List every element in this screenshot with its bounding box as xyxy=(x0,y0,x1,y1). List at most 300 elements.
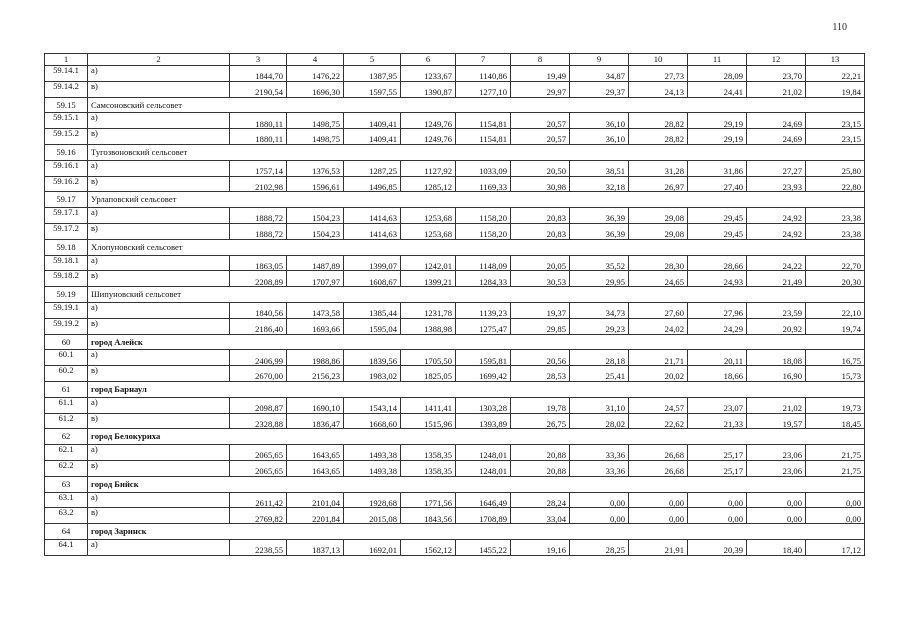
value-cell-col-4: 1643,65 xyxy=(287,445,344,461)
value-cell-col-13: 23,38 xyxy=(806,223,865,239)
value-cell-col-10: 24,57 xyxy=(629,397,688,413)
value-cell-col-6: 1358,35 xyxy=(401,460,456,476)
table-row xyxy=(45,255,865,271)
section-row xyxy=(45,524,865,540)
value-cell-col-5: 1414,63 xyxy=(344,223,401,239)
column-number-10: 10 xyxy=(629,54,688,66)
value-cell-col-5: 1493,38 xyxy=(344,445,401,461)
table-row xyxy=(45,208,865,224)
value-cell-col-11: 28,66 xyxy=(688,255,747,271)
value-cell-col-8: 19,78 xyxy=(511,397,570,413)
value-cell-col-7: 1154,81 xyxy=(456,113,511,129)
value-cell-col-7: 1277,10 xyxy=(456,81,511,97)
value-cell-col-11: 25,17 xyxy=(688,445,747,461)
value-cell-col-12: 16,90 xyxy=(747,366,806,382)
value-cell-col-4: 2101,04 xyxy=(287,492,344,508)
table-row xyxy=(45,176,865,192)
row-label: в) xyxy=(88,413,230,429)
value-cell-col-4: 1487,89 xyxy=(287,255,344,271)
value-cell-col-13: 21,75 xyxy=(806,460,865,476)
value-cell-col-7: 1158,20 xyxy=(456,208,511,224)
value-cell-col-4: 1596,61 xyxy=(287,176,344,192)
value-cell-col-8: 20,83 xyxy=(511,223,570,239)
value-cell-col-6: 1358,35 xyxy=(401,445,456,461)
row-code: 59.15.1 xyxy=(45,113,88,129)
value-cell-col-13: 0,00 xyxy=(806,508,865,524)
row-label: в) xyxy=(88,460,230,476)
row-label: а) xyxy=(88,113,230,129)
value-cell-col-4: 1643,65 xyxy=(287,460,344,476)
value-cell-col-6: 1388,98 xyxy=(401,318,456,334)
section-row xyxy=(45,429,865,445)
value-cell-col-4: 1476,22 xyxy=(287,66,344,82)
value-cell-col-5: 1608,67 xyxy=(344,271,401,287)
value-cell-col-4: 1498,75 xyxy=(287,113,344,129)
value-cell-col-9: 36,39 xyxy=(570,223,629,239)
value-cell-col-12: 18,40 xyxy=(747,539,806,555)
row-code: 62.2 xyxy=(45,460,88,476)
row-label: в) xyxy=(88,318,230,334)
value-cell-col-11: 24,41 xyxy=(688,81,747,97)
value-cell-col-6: 1285,12 xyxy=(401,176,456,192)
value-cell-col-11: 29,19 xyxy=(688,113,747,129)
value-cell-col-13: 22,10 xyxy=(806,302,865,318)
row-code: 60.1 xyxy=(45,350,88,366)
value-cell-col-5: 1287,25 xyxy=(344,160,401,176)
row-label: а) xyxy=(88,255,230,271)
value-cell-col-3: 2102,98 xyxy=(230,176,287,192)
row-code: 59.14.2 xyxy=(45,81,88,97)
table-row xyxy=(45,397,865,413)
row-label: а) xyxy=(88,208,230,224)
value-cell-col-8: 28,24 xyxy=(511,492,570,508)
value-cell-col-3: 2611,42 xyxy=(230,492,287,508)
value-cell-col-5: 1409,41 xyxy=(344,113,401,129)
value-cell-col-6: 1231,78 xyxy=(401,302,456,318)
section-row xyxy=(45,287,865,303)
value-cell-col-6: 1253,68 xyxy=(401,223,456,239)
table-row xyxy=(45,66,865,82)
row-label: в) xyxy=(88,81,230,97)
value-cell-col-7: 1248,01 xyxy=(456,460,511,476)
row-label: а) xyxy=(88,397,230,413)
column-number-5: 5 xyxy=(344,54,401,66)
value-cell-col-11: 21,33 xyxy=(688,413,747,429)
value-cell-col-5: 1496,85 xyxy=(344,176,401,192)
value-cell-col-3: 1757,14 xyxy=(230,160,287,176)
value-cell-col-10: 27,73 xyxy=(629,66,688,82)
value-cell-col-4: 1696,30 xyxy=(287,81,344,97)
value-cell-col-12: 24,92 xyxy=(747,223,806,239)
table-row xyxy=(45,460,865,476)
table-row xyxy=(45,492,865,508)
value-cell-col-9: 28,02 xyxy=(570,413,629,429)
value-cell-col-10: 28,82 xyxy=(629,113,688,129)
value-cell-col-7: 1169,33 xyxy=(456,176,511,192)
table-row xyxy=(45,271,865,287)
section-row xyxy=(45,334,865,350)
section-row xyxy=(45,381,865,397)
column-number-header-row xyxy=(45,54,865,66)
section-code: 59.18 xyxy=(45,239,88,255)
value-cell-col-12: 23,93 xyxy=(747,176,806,192)
section-row xyxy=(45,192,865,208)
value-cell-col-6: 1411,41 xyxy=(401,397,456,413)
value-cell-col-8: 20,56 xyxy=(511,350,570,366)
table-row xyxy=(45,350,865,366)
value-cell-col-9: 29,23 xyxy=(570,318,629,334)
row-label: в) xyxy=(88,366,230,382)
row-label: а) xyxy=(88,539,230,555)
value-cell-col-11: 24,29 xyxy=(688,318,747,334)
value-cell-col-8: 20,50 xyxy=(511,160,570,176)
value-cell-col-6: 1253,68 xyxy=(401,208,456,224)
value-cell-col-10: 27,60 xyxy=(629,302,688,318)
row-code: 61.2 xyxy=(45,413,88,429)
row-code: 63.1 xyxy=(45,492,88,508)
row-code: 59.16.1 xyxy=(45,160,88,176)
value-cell-col-7: 1284,33 xyxy=(456,271,511,287)
value-cell-col-8: 29,97 xyxy=(511,81,570,97)
section-title: город Заринск xyxy=(88,524,865,540)
value-cell-col-5: 1983,02 xyxy=(344,366,401,382)
value-cell-col-9: 34,73 xyxy=(570,302,629,318)
value-cell-col-8: 20,88 xyxy=(511,460,570,476)
row-code: 60.2 xyxy=(45,366,88,382)
value-cell-col-12: 23,70 xyxy=(747,66,806,82)
row-label: в) xyxy=(88,176,230,192)
value-cell-col-11: 25,17 xyxy=(688,460,747,476)
value-cell-col-13: 23,38 xyxy=(806,208,865,224)
value-cell-col-5: 2015,08 xyxy=(344,508,401,524)
value-cell-col-4: 1707,97 xyxy=(287,271,344,287)
value-cell-col-12: 18,08 xyxy=(747,350,806,366)
row-code: 59.19.2 xyxy=(45,318,88,334)
value-cell-col-6: 1249,76 xyxy=(401,129,456,145)
value-cell-col-4: 1836,47 xyxy=(287,413,344,429)
row-label: в) xyxy=(88,271,230,287)
table-row xyxy=(45,508,865,524)
table-body xyxy=(45,54,865,556)
value-cell-col-5: 1543,14 xyxy=(344,397,401,413)
value-cell-col-9: 0,00 xyxy=(570,508,629,524)
value-cell-col-10: 20,02 xyxy=(629,366,688,382)
value-cell-col-5: 1692,01 xyxy=(344,539,401,555)
value-cell-col-13: 18,45 xyxy=(806,413,865,429)
column-number-12: 12 xyxy=(747,54,806,66)
value-cell-col-7: 1148,09 xyxy=(456,255,511,271)
value-cell-col-13: 0,00 xyxy=(806,492,865,508)
column-number-7: 7 xyxy=(456,54,511,66)
value-cell-col-13: 25,80 xyxy=(806,160,865,176)
table-row xyxy=(45,318,865,334)
value-cell-col-5: 1387,95 xyxy=(344,66,401,82)
value-cell-col-13: 19,84 xyxy=(806,81,865,97)
value-cell-col-11: 29,45 xyxy=(688,223,747,239)
value-cell-col-7: 1708,89 xyxy=(456,508,511,524)
row-label: а) xyxy=(88,350,230,366)
value-cell-col-3: 1880,11 xyxy=(230,113,287,129)
section-title: Самсоновский сельсовет xyxy=(88,97,865,113)
value-cell-col-4: 1988,86 xyxy=(287,350,344,366)
value-cell-col-12: 21,02 xyxy=(747,81,806,97)
value-cell-col-12: 19,57 xyxy=(747,413,806,429)
value-cell-col-11: 27,40 xyxy=(688,176,747,192)
value-cell-col-10: 24,13 xyxy=(629,81,688,97)
value-cell-col-3: 1844,70 xyxy=(230,66,287,82)
value-cell-col-3: 2769,82 xyxy=(230,508,287,524)
value-cell-col-4: 1504,23 xyxy=(287,208,344,224)
value-cell-col-11: 0,00 xyxy=(688,492,747,508)
row-label: а) xyxy=(88,302,230,318)
value-cell-col-9: 38,51 xyxy=(570,160,629,176)
value-cell-col-3: 2065,65 xyxy=(230,445,287,461)
value-cell-col-12: 23,06 xyxy=(747,460,806,476)
section-title: Шипуновский сельсовет xyxy=(88,287,865,303)
row-code: 59.14.1 xyxy=(45,66,88,82)
value-cell-col-13: 23,15 xyxy=(806,129,865,145)
column-number-2: 2 xyxy=(88,54,230,66)
section-title: Тугозвоновский сельсовет xyxy=(88,144,865,160)
value-cell-col-13: 16,75 xyxy=(806,350,865,366)
section-code: 59.15 xyxy=(45,97,88,113)
value-cell-col-12: 21,02 xyxy=(747,397,806,413)
section-code: 63 xyxy=(45,476,88,492)
value-cell-col-8: 20,57 xyxy=(511,113,570,129)
section-title: город Бийск xyxy=(88,476,865,492)
value-cell-col-7: 1158,20 xyxy=(456,223,511,239)
value-cell-col-3: 2186,40 xyxy=(230,318,287,334)
value-cell-col-9: 33,36 xyxy=(570,460,629,476)
table-row xyxy=(45,302,865,318)
value-cell-col-8: 19,49 xyxy=(511,66,570,82)
value-cell-col-4: 1693,66 xyxy=(287,318,344,334)
value-cell-col-8: 29,85 xyxy=(511,318,570,334)
value-cell-col-7: 1646,49 xyxy=(456,492,511,508)
value-cell-col-8: 26,75 xyxy=(511,413,570,429)
section-title: город Алейск xyxy=(88,334,865,350)
value-cell-col-7: 1140,86 xyxy=(456,66,511,82)
value-cell-col-12: 23,06 xyxy=(747,445,806,461)
row-code: 61.1 xyxy=(45,397,88,413)
table-row xyxy=(45,160,865,176)
value-cell-col-8: 20,05 xyxy=(511,255,570,271)
row-label: в) xyxy=(88,129,230,145)
row-label: в) xyxy=(88,508,230,524)
value-cell-col-5: 1399,07 xyxy=(344,255,401,271)
value-cell-col-9: 28,25 xyxy=(570,539,629,555)
value-cell-col-8: 19,16 xyxy=(511,539,570,555)
value-cell-col-10: 21,91 xyxy=(629,539,688,555)
section-code: 62 xyxy=(45,429,88,445)
value-cell-col-7: 1699,42 xyxy=(456,366,511,382)
value-cell-col-5: 1414,63 xyxy=(344,208,401,224)
tariff-table xyxy=(44,53,865,556)
value-cell-col-3: 1880,11 xyxy=(230,129,287,145)
page-number: 110 xyxy=(832,22,847,33)
value-cell-col-9: 34,87 xyxy=(570,66,629,82)
value-cell-col-4: 1690,10 xyxy=(287,397,344,413)
value-cell-col-4: 2201,84 xyxy=(287,508,344,524)
value-cell-col-5: 1839,56 xyxy=(344,350,401,366)
value-cell-col-4: 1837,13 xyxy=(287,539,344,555)
value-cell-col-7: 1595,81 xyxy=(456,350,511,366)
value-cell-col-10: 26,68 xyxy=(629,460,688,476)
value-cell-col-3: 2670,00 xyxy=(230,366,287,382)
section-code: 64 xyxy=(45,524,88,540)
value-cell-col-3: 1888,72 xyxy=(230,223,287,239)
value-cell-col-3: 2190,54 xyxy=(230,81,287,97)
value-cell-col-12: 24,22 xyxy=(747,255,806,271)
table-row xyxy=(45,81,865,97)
value-cell-col-6: 1771,56 xyxy=(401,492,456,508)
value-cell-col-9: 36,10 xyxy=(570,129,629,145)
row-code: 59.18.1 xyxy=(45,255,88,271)
value-cell-col-6: 1399,21 xyxy=(401,271,456,287)
value-cell-col-6: 1390,87 xyxy=(401,81,456,97)
section-title: Хлопуновский сельсовет xyxy=(88,239,865,255)
table-row xyxy=(45,129,865,145)
value-cell-col-11: 18,66 xyxy=(688,366,747,382)
value-cell-col-10: 28,82 xyxy=(629,129,688,145)
value-cell-col-5: 1493,38 xyxy=(344,460,401,476)
table-row xyxy=(45,413,865,429)
value-cell-col-8: 33,04 xyxy=(511,508,570,524)
value-cell-col-3: 2065,65 xyxy=(230,460,287,476)
row-label: а) xyxy=(88,160,230,176)
value-cell-col-7: 1393,89 xyxy=(456,413,511,429)
value-cell-col-8: 19,37 xyxy=(511,302,570,318)
section-title: город Барнаул xyxy=(88,381,865,397)
value-cell-col-12: 24,69 xyxy=(747,113,806,129)
value-cell-col-11: 27,96 xyxy=(688,302,747,318)
value-cell-col-10: 0,00 xyxy=(629,508,688,524)
value-cell-col-4: 1498,75 xyxy=(287,129,344,145)
value-cell-col-12: 21,49 xyxy=(747,271,806,287)
value-cell-col-6: 1843,56 xyxy=(401,508,456,524)
table-row xyxy=(45,223,865,239)
value-cell-col-13: 23,15 xyxy=(806,113,865,129)
value-cell-col-9: 35,52 xyxy=(570,255,629,271)
row-code: 63.2 xyxy=(45,508,88,524)
value-cell-col-3: 1863,05 xyxy=(230,255,287,271)
column-number-13: 13 xyxy=(806,54,865,66)
value-cell-col-4: 1504,23 xyxy=(287,223,344,239)
row-code: 64.1 xyxy=(45,539,88,555)
value-cell-col-13: 19,73 xyxy=(806,397,865,413)
section-code: 59.16 xyxy=(45,144,88,160)
value-cell-col-10: 21,71 xyxy=(629,350,688,366)
value-cell-col-7: 1154,81 xyxy=(456,129,511,145)
value-cell-col-6: 1515,96 xyxy=(401,413,456,429)
value-cell-col-10: 31,28 xyxy=(629,160,688,176)
section-row xyxy=(45,476,865,492)
value-cell-col-5: 1928,68 xyxy=(344,492,401,508)
column-number-6: 6 xyxy=(401,54,456,66)
value-cell-col-6: 1705,50 xyxy=(401,350,456,366)
row-label: в) xyxy=(88,223,230,239)
value-cell-col-3: 1840,56 xyxy=(230,302,287,318)
value-cell-col-7: 1139,23 xyxy=(456,302,511,318)
value-cell-col-13: 22,21 xyxy=(806,66,865,82)
row-code: 59.18.2 xyxy=(45,271,88,287)
value-cell-col-10: 24,02 xyxy=(629,318,688,334)
value-cell-col-3: 2208,89 xyxy=(230,271,287,287)
table-row xyxy=(45,445,865,461)
value-cell-col-9: 25,41 xyxy=(570,366,629,382)
value-cell-col-10: 0,00 xyxy=(629,492,688,508)
table-row xyxy=(45,113,865,129)
value-cell-col-13: 22,80 xyxy=(806,176,865,192)
value-cell-col-7: 1275,47 xyxy=(456,318,511,334)
value-cell-col-11: 31,86 xyxy=(688,160,747,176)
value-cell-col-11: 29,45 xyxy=(688,208,747,224)
value-cell-col-10: 26,68 xyxy=(629,445,688,461)
value-cell-col-13: 19,74 xyxy=(806,318,865,334)
value-cell-col-10: 22,62 xyxy=(629,413,688,429)
value-cell-col-12: 20,92 xyxy=(747,318,806,334)
value-cell-col-9: 32,18 xyxy=(570,176,629,192)
value-cell-col-12: 0,00 xyxy=(747,492,806,508)
value-cell-col-7: 1455,22 xyxy=(456,539,511,555)
section-title: город Белокуриха xyxy=(88,429,865,445)
value-cell-col-10: 24,65 xyxy=(629,271,688,287)
value-cell-col-13: 17,12 xyxy=(806,539,865,555)
section-title: Урлаповский сельсовет xyxy=(88,192,865,208)
table-row xyxy=(45,366,865,382)
column-number-8: 8 xyxy=(511,54,570,66)
section-row xyxy=(45,97,865,113)
value-cell-col-5: 1668,60 xyxy=(344,413,401,429)
column-number-9: 9 xyxy=(570,54,629,66)
value-cell-col-8: 28,53 xyxy=(511,366,570,382)
table-row xyxy=(45,539,865,555)
value-cell-col-12: 24,92 xyxy=(747,208,806,224)
value-cell-col-8: 30,53 xyxy=(511,271,570,287)
value-cell-col-3: 2238,55 xyxy=(230,539,287,555)
section-code: 59.19 xyxy=(45,287,88,303)
value-cell-col-6: 1249,76 xyxy=(401,113,456,129)
value-cell-col-11: 29,19 xyxy=(688,129,747,145)
value-cell-col-7: 1248,01 xyxy=(456,445,511,461)
value-cell-col-9: 31,10 xyxy=(570,397,629,413)
value-cell-col-6: 1242,01 xyxy=(401,255,456,271)
value-cell-col-6: 1562,12 xyxy=(401,539,456,555)
value-cell-col-11: 28,09 xyxy=(688,66,747,82)
value-cell-col-9: 28,18 xyxy=(570,350,629,366)
value-cell-col-8: 20,88 xyxy=(511,445,570,461)
value-cell-col-4: 2156,23 xyxy=(287,366,344,382)
row-code: 59.17.1 xyxy=(45,208,88,224)
row-code: 59.19.1 xyxy=(45,302,88,318)
value-cell-col-4: 1376,53 xyxy=(287,160,344,176)
value-cell-col-8: 20,57 xyxy=(511,129,570,145)
value-cell-col-3: 2098,87 xyxy=(230,397,287,413)
value-cell-col-6: 1127,92 xyxy=(401,160,456,176)
value-cell-col-13: 15,73 xyxy=(806,366,865,382)
section-code: 59.17 xyxy=(45,192,88,208)
value-cell-col-9: 29,95 xyxy=(570,271,629,287)
row-label: а) xyxy=(88,66,230,82)
value-cell-col-3: 2328,88 xyxy=(230,413,287,429)
value-cell-col-8: 20,83 xyxy=(511,208,570,224)
section-code: 60 xyxy=(45,334,88,350)
value-cell-col-10: 28,30 xyxy=(629,255,688,271)
column-number-1: 1 xyxy=(45,54,88,66)
value-cell-col-11: 24,93 xyxy=(688,271,747,287)
value-cell-col-13: 21,75 xyxy=(806,445,865,461)
value-cell-col-3: 1888,72 xyxy=(230,208,287,224)
